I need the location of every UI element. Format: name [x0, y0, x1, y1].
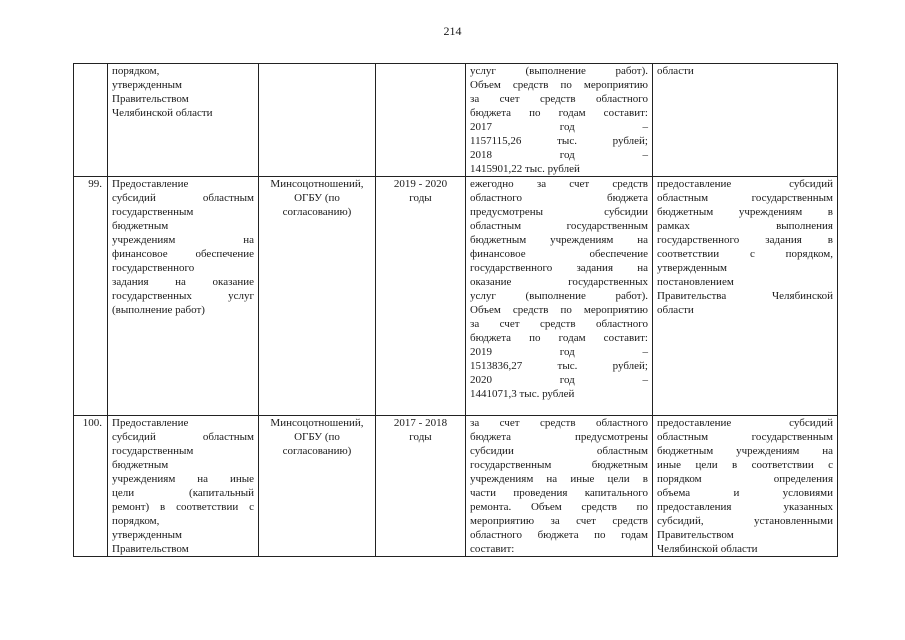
result-cell — [653, 177, 838, 416]
cell-line: бюджетным — [112, 459, 169, 471]
cell-line: 2017 год – — [470, 121, 648, 133]
cell-line: 2018 год – — [470, 149, 648, 161]
cell-line: постановлением — [657, 276, 734, 288]
measures-table — [73, 63, 838, 557]
cell-line: Предоставление — [112, 417, 189, 429]
row-number-cell — [74, 64, 108, 177]
cell-line: бюджетным учреждениям на — [657, 445, 833, 457]
cell-line: учреждениям на иные цели в — [470, 473, 648, 485]
result-cell — [653, 64, 838, 177]
cell-line: финансовое обеспечение — [112, 248, 254, 260]
cell-line: Челябинской области — [657, 543, 758, 555]
cell-line: за счет средств областного — [470, 318, 648, 330]
cell-line: бюджета по годам составит: — [470, 332, 648, 344]
cell-line: ежегодно за счет средств — [470, 178, 648, 190]
cell-line: областным государственным — [470, 220, 648, 232]
term-cell — [376, 416, 466, 557]
cell-line: Объем средств по мероприятию — [470, 304, 648, 316]
measure-name-cell — [108, 416, 259, 557]
cell-line: утвержденным — [657, 262, 728, 274]
cell-line: предусмотрены субсидии — [470, 206, 648, 218]
cell-line: субсидий областным — [112, 431, 254, 443]
term-cell — [376, 177, 466, 416]
cell-line: объема и условиями — [657, 487, 833, 499]
cell-line: 1157115,26 тыс. рублей; — [470, 135, 648, 147]
cell-line: части проведения капитального — [470, 487, 648, 499]
cell-line: предоставление субсидий — [657, 417, 833, 429]
row-number-cell — [74, 416, 108, 557]
cell-line: за счет средств областного — [470, 93, 648, 105]
row-number: 100. — [82, 417, 102, 429]
cell-line: государственного — [112, 262, 195, 274]
responsible-cell — [259, 416, 376, 557]
cell-line: 2019 - 2020 — [393, 178, 448, 190]
cell-line: годы — [409, 192, 432, 204]
cell-line: финансовое обеспечение — [470, 248, 648, 260]
cell-line: Минсоцотношений, — [270, 178, 364, 190]
cell-line: Предоставление — [112, 178, 189, 190]
cell-line: Правительства Челябинской — [657, 290, 833, 302]
row-number: 99. — [88, 178, 102, 190]
cell-line: 1415901,22 тыс. рублей — [470, 163, 580, 175]
cell-line: областным государственным — [657, 192, 833, 204]
cell-line: бюджета по годам составит: — [470, 107, 648, 119]
cell-line: порядком определения — [657, 473, 833, 485]
result-cell — [653, 416, 838, 557]
cell-line: услуг (выполнение работ). — [470, 290, 648, 302]
cell-line: согласованию) — [282, 445, 352, 457]
cell-line: областного бюджета по годам — [470, 529, 648, 541]
cell-line: бюджетным учреждениям в — [657, 206, 833, 218]
cell-line: Правительством — [657, 529, 734, 541]
cell-line: государственного задания в — [657, 234, 833, 246]
page-number: 214 — [443, 24, 462, 38]
cell-line: рамках выполнения — [657, 220, 833, 232]
responsible-cell — [259, 177, 376, 416]
cell-line: ОГБУ (по — [294, 192, 340, 204]
cell-line: областным государственным — [657, 431, 833, 443]
cell-line: 1441071,3 тыс. рублей — [470, 388, 575, 400]
cell-line: 2017 - 2018 — [393, 417, 448, 429]
cell-line: составит: — [470, 543, 515, 555]
cell-line: 1513836,27 тыс. рублей; — [470, 360, 648, 372]
cell-line: субсидий, установленными — [657, 515, 833, 527]
cell-line: предоставление субсидий — [657, 178, 833, 190]
cell-line: иные цели в соответствии с — [657, 459, 833, 471]
cell-line: утвержденным — [112, 79, 183, 91]
term-cell — [376, 64, 466, 177]
cell-line: порядком, — [112, 65, 160, 77]
cell-line: областного бюджета — [470, 192, 648, 204]
cell-line: 2020 год – — [470, 374, 648, 386]
cell-line: порядком, — [112, 515, 160, 527]
cell-line: за счет средств областного — [470, 417, 648, 429]
description-cell — [466, 177, 653, 416]
cell-line: годы — [409, 431, 432, 443]
table-row — [74, 177, 838, 416]
description-cell — [466, 416, 653, 557]
cell-line: утвержденным — [112, 529, 183, 541]
cell-line: Челябинской области — [112, 107, 213, 119]
cell-line: ОГБУ (по — [294, 431, 340, 443]
cell-line: бюджета предусмотрены — [470, 431, 648, 443]
cell-line: Правительством — [112, 543, 189, 555]
cell-line: ремонт) в соответствии с — [112, 501, 254, 513]
responsible-cell — [259, 64, 376, 177]
cell-line: задания на оказание — [112, 276, 254, 288]
cell-line: учреждениям на — [112, 234, 254, 246]
cell-line: Минсоцотношений, — [270, 417, 364, 429]
cell-line: государственным — [112, 206, 194, 218]
cell-line: предоставления указанных — [657, 501, 833, 513]
description-cell — [466, 64, 653, 177]
cell-line: учреждениям на иные — [112, 473, 254, 485]
cell-line: услуг (выполнение работ). — [470, 65, 648, 77]
cell-line: субсидии областным — [470, 445, 648, 457]
cell-line: государственным бюджетным — [470, 459, 648, 471]
cell-line: области — [657, 65, 694, 77]
measure-name-cell — [108, 64, 259, 177]
cell-line: государственным — [112, 445, 194, 457]
cell-line: государственных услуг — [112, 290, 254, 302]
cell-line: соответствии с порядком, — [657, 248, 833, 260]
cell-line: мероприятию за счет средств — [470, 515, 648, 527]
cell-line: ремонта. Объем средств по — [470, 501, 648, 513]
cell-line: государственного задания на — [470, 262, 648, 274]
cell-line: Объем средств по мероприятию — [470, 79, 648, 91]
cell-line: 2019 год – — [470, 346, 648, 358]
table-row — [74, 416, 838, 557]
cell-line: области — [657, 304, 694, 316]
cell-line: оказание государственных — [470, 276, 648, 288]
measure-name-cell — [108, 177, 259, 416]
cell-line: бюджетным учреждениям на — [470, 234, 648, 246]
cell-line: (выполнение работ) — [112, 304, 205, 316]
cell-line: бюджетным — [112, 220, 169, 232]
row-number-cell — [74, 177, 108, 416]
cell-line: Правительством — [112, 93, 189, 105]
table-row — [74, 64, 838, 177]
cell-line: согласованию) — [282, 206, 352, 218]
cell-line: субсидий областным — [112, 192, 254, 204]
cell-line: цели (капитальный — [112, 487, 254, 499]
